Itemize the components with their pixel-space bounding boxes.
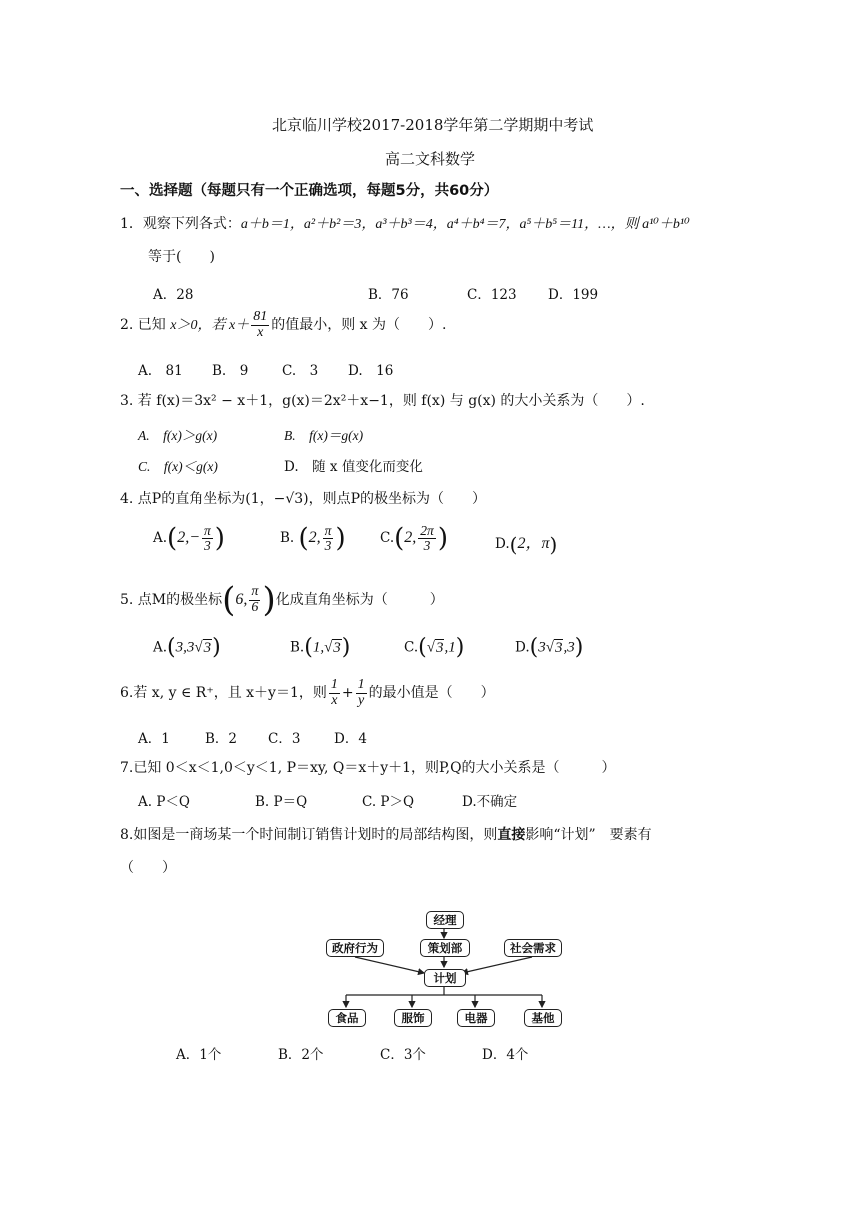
- node-social-demand: 社会需求: [504, 939, 562, 957]
- q8-option-c: C．3个: [380, 1047, 426, 1063]
- question-6: 6.若 x, y ∈ R⁺，且 x＋y＝1，则 $\frac{1}{x}$ + $\frac{1}{y}$ 的最小值是（ ）: [120, 677, 495, 708]
- q2-option-d: D. 16: [348, 363, 394, 379]
- q3-option-d: D. 随 x 值变化而变化: [284, 459, 423, 475]
- q7-option-b: B. P＝Q: [255, 794, 308, 810]
- q1-expression: a＋b＝1，a²＋b²＝3，a³＋b³＝4，a⁴＋b⁴＝7，a⁵＋b⁵＝11，…，则 a¹⁰＋b¹⁰: [240, 217, 690, 232]
- node-other: 基他: [524, 1009, 562, 1027]
- q3-option-b: B. f(x)＝g(x): [284, 428, 364, 443]
- node-government: 政府行为: [326, 939, 384, 957]
- q8-option-a: A．1个: [176, 1047, 222, 1063]
- q8-option-b: B．2个: [278, 1047, 324, 1063]
- node-appliances: 电器: [457, 1009, 495, 1027]
- q1-option-b: B．76: [368, 287, 409, 303]
- q6-option-a: A．1: [138, 731, 170, 747]
- q6-option-c: C．3: [268, 731, 301, 747]
- question-7: 7.已知 0＜x＜1,0＜y＜1, P＝xy, Q＝x＋y＋1，则P,Q的大小关系是（ ）: [120, 760, 616, 776]
- q5-option-c: C.(√3,1): [404, 635, 465, 660]
- q8-continuation: （ ）: [120, 860, 176, 876]
- q7-option-a: A. P＜Q: [138, 794, 190, 810]
- q4-option-a: A.(2,− $\frac{\pi}{3}$ ): [153, 523, 225, 554]
- question-4: 4. 点P的直角坐标为(1，−√3)，则点P的极坐标为（ ）: [120, 491, 487, 507]
- node-planning-dept: 策划部: [420, 939, 470, 957]
- q6-option-b: B．2: [205, 731, 238, 747]
- q8-option-d: D．4个: [482, 1047, 529, 1063]
- q1-option-c: C．123: [467, 287, 517, 303]
- question-8: 8.如图是一商场某一个时间制订销售计划时的局部结构图，则直接影响“计划” 要素有: [120, 827, 652, 843]
- q2-option-b: B. 9: [212, 363, 249, 379]
- question-2: 2. 已知 x＞0，若 x＋ $\frac{81}{x}$ 的值最小，则 x 为（ ）.: [120, 309, 447, 340]
- exam-subtitle: 高二文科数学: [385, 150, 476, 168]
- q5-option-b: B.(1,√3): [290, 635, 351, 660]
- q4-option-d: D.(2，π): [495, 532, 558, 557]
- q5-option-a: A.(3,3√3): [153, 635, 221, 660]
- q3-option-a: A. f(x)＞g(x): [138, 428, 218, 443]
- node-plan: 计划: [424, 969, 466, 987]
- structure-diagram: [320, 905, 570, 1030]
- node-clothing: 服饰: [394, 1009, 432, 1027]
- q1-option-d: D．199: [548, 287, 599, 303]
- q6-option-d: D．4: [334, 731, 367, 747]
- q1-option-a: A．28: [153, 287, 194, 303]
- section-heading: 一、选择题（每题只有一个正确选项，每题5分，共60分）: [120, 183, 499, 199]
- q7-option-c: C. P＞Q: [362, 794, 415, 810]
- q1-continuation: 等于( ): [148, 249, 215, 265]
- q2-option-a: A. 81: [138, 363, 183, 379]
- question-1: 1．观察下列各式：a＋b＝1，a²＋b²＝3，a³＋b³＝4，a⁴＋b⁴＝7，a⁵＋b⁵＝11，…，则 a¹⁰＋b¹⁰: [120, 216, 690, 232]
- q3-option-c: C. f(x)＜g(x): [138, 459, 218, 474]
- question-3: 3. 若 f(x)＝3x² − x＋1，g(x)＝2x²＋x−1，则 f(x) 与 g(x) 的大小关系为（ ）.: [120, 393, 645, 409]
- node-manager: 经理: [426, 911, 464, 929]
- node-food: 食品: [328, 1009, 366, 1027]
- q7-option-d: D.不确定: [462, 794, 518, 810]
- q2-option-c: C. 3: [282, 363, 319, 379]
- q5-option-d: D.(3√3,3): [515, 635, 584, 660]
- q4-option-c: C.(2, $\frac{2\pi}{3}$ ): [380, 523, 448, 554]
- q4-option-b: B. (2, $\frac{\pi}{3}$ ): [280, 523, 346, 554]
- question-5: 5. 点M的极坐标(6, $\frac{\pi}{6}$ )化成直角坐标为（ ）: [120, 580, 444, 620]
- exam-title: 北京临川学校2017-2018学年第二学期期中考试: [272, 116, 594, 134]
